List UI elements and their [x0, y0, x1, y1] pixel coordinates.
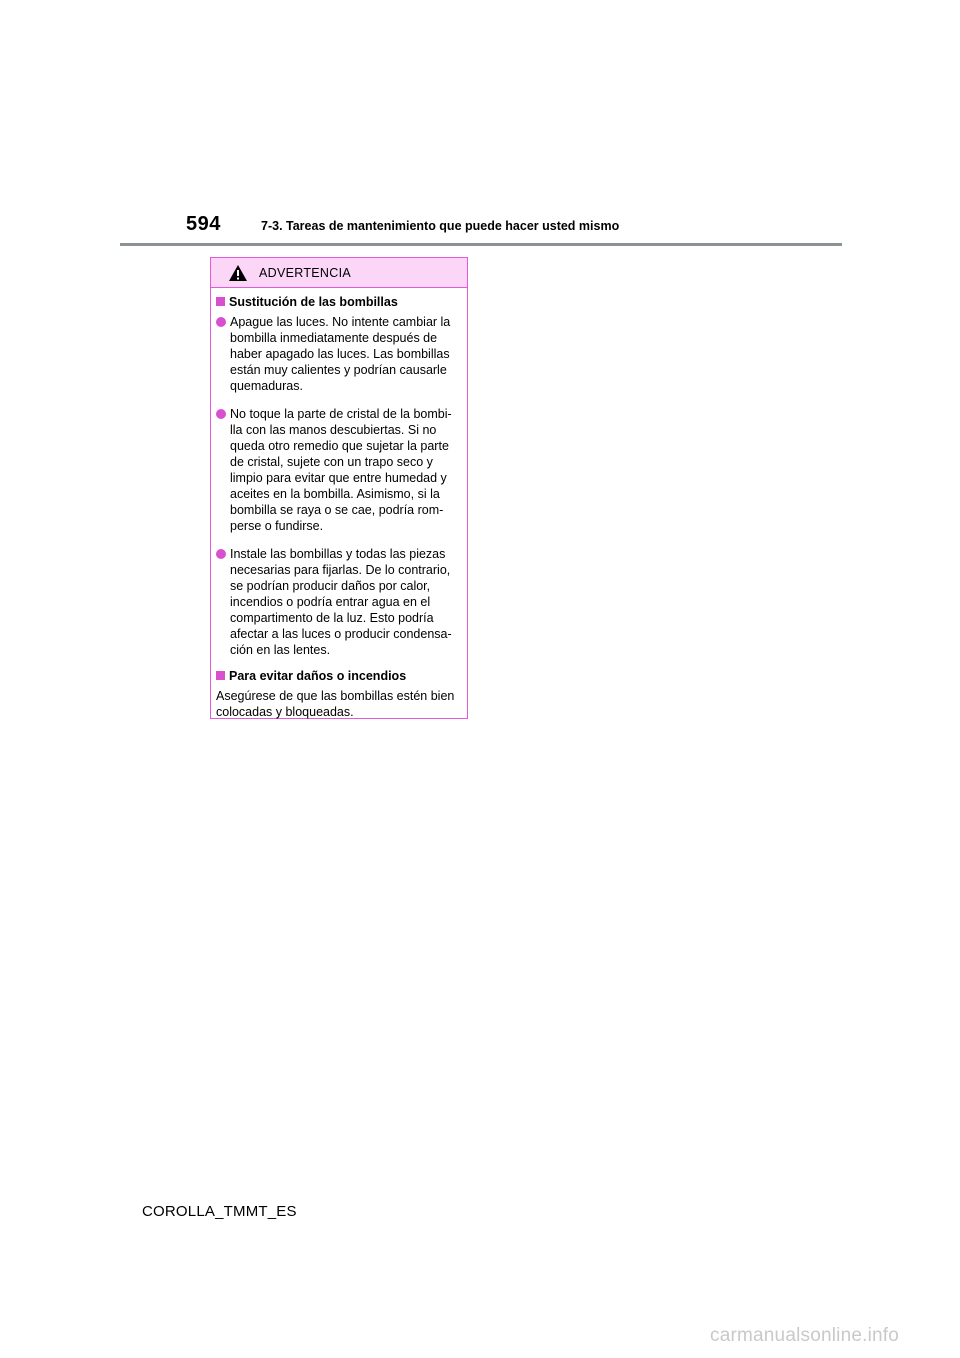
section-heading-text: Para evitar daños o incendios — [229, 669, 407, 683]
list-item-text: No toque la parte de cristal de la bombi-lla con las manos descubiertas. Si no queda otro remedio que sujetar la parte de cristal, sujete con un trapo seco y limpio para evitar que entre humedad y aceites en la bombilla. Asimismo, si la bombilla se raya o se cae, podría rom-perse o fundirse. — [230, 407, 452, 533]
footer-doc-code: COROLLA_TMMT_ES — [142, 1203, 297, 1220]
paragraph: Asegúrese de que las bombillas estén bien colocadas y bloqueadas. — [216, 689, 455, 719]
section-heading-text: Sustitución de las bombillas — [229, 295, 398, 309]
warning-body — [211, 288, 467, 720]
section-heading — [216, 294, 459, 310]
warning-triangle-icon — [228, 264, 248, 282]
section-heading — [216, 668, 459, 684]
header-divider — [120, 243, 842, 246]
circle-bullet-icon — [216, 409, 226, 419]
square-bullet-icon — [216, 297, 225, 306]
circle-bullet-icon — [216, 317, 226, 327]
list-item-text: Instale las bombillas y todas las piezas necesarias para fijarlas. De lo contrario, se podrían producir daños por calor, incendios o podría entrar agua en el compartimento de la luz. Esto podría afectar a las luces o producir condensa-ción en las lentes. — [230, 547, 452, 657]
list-item — [216, 406, 459, 534]
list-item-text: Apague las luces. No intente cambiar la bombilla inmediatamente después de haber apagado las luces. Las bombillas están muy calientes y podrían causarle quemaduras. — [230, 315, 451, 393]
watermark: carmanualsonline.info — [710, 1325, 900, 1346]
warning-header — [211, 258, 467, 288]
circle-bullet-icon — [216, 549, 226, 559]
page-number: 594 — [186, 213, 221, 235]
list-item — [216, 314, 459, 394]
list-item — [216, 546, 459, 658]
warning-title: ADVERTENCIA — [259, 266, 351, 280]
section-title: 7-3. Tareas de mantenimiento que puede hacer usted mismo — [261, 219, 620, 233]
square-bullet-icon — [216, 671, 225, 680]
warning-box — [210, 257, 468, 719]
